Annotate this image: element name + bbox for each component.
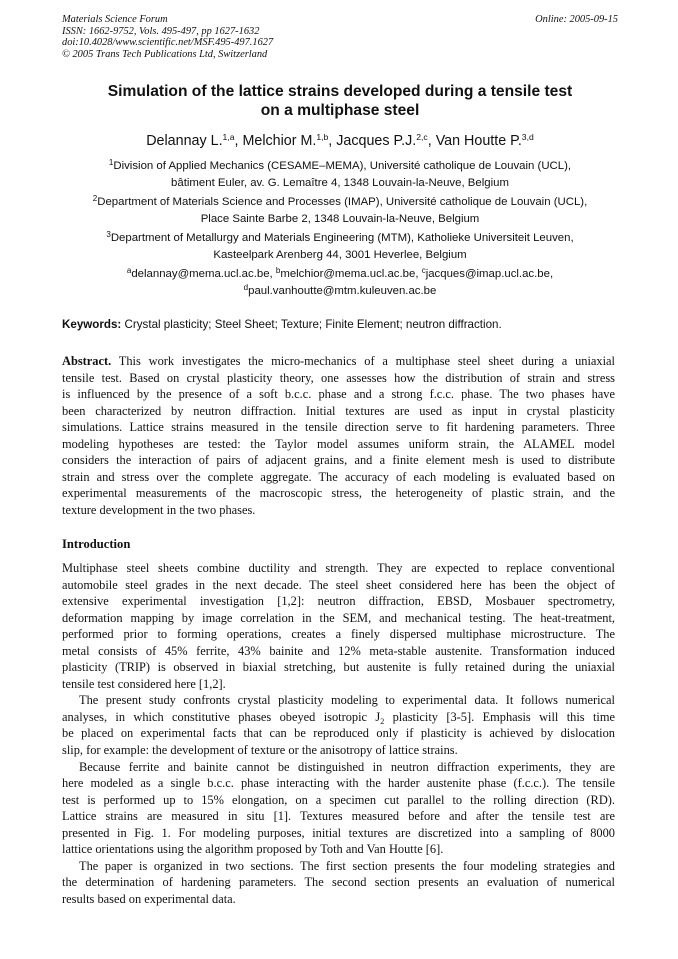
affil-line: Department of Metallurgy and Materials Engineering (MTM), Katholieke Universiteit Leuven, [110,232,574,244]
author-name: Melchior M. [242,133,317,149]
intro-line-part: analyses, in which constitutive phases obeyed isotropic J [62,709,381,724]
abstract-line: tensile test. Based on crystal plasticity theory, one assesses how the distribution of strain and stress [62,370,615,385]
keywords-text: Crystal plasticity; Steel Sheet; Texture; Finite Element; neutron diffraction. [124,318,502,331]
abstract-line: simulations. Lattice strains measured in the tensile direction serve to fit hardening parameters. Three [62,420,615,435]
intro-line-part: plasticity [3-5]. Emphasis will this time [384,709,615,724]
abstract-line: experimental measurements of the macroscopic stress, the heterogeneity of plastic strain, and the [62,486,615,501]
doi-line: doi:10.4028/www.scientific.net/MSF.495-497.1627 [62,37,274,49]
affil-mark: 1 [108,158,114,167]
abstract-line: been characterized by neutron diffraction. Initial textures are used as input in crystal plasticity [62,403,615,418]
abstract-line: texture development in the two phases. [62,502,256,517]
abstract-line: is influenced by the presence of a soft b.c.c. phase and a strong f.c.c. phase. The two phases have [62,387,615,402]
intro-line: the determination of hardening parameters. The second section presents an evaluation of numerical [62,875,615,890]
abstract-line: This work investigates the micro-mechanics of a multiphase steel sheet during a uniaxial [118,354,615,368]
intro-line: automobile steel grades in the next decade. The steel sheet considered here has been the object of [62,577,615,592]
intro-line: here modeled as a single b.c.c. phase interacting with the harder austenite phase (f.c.c.). The tensile [62,776,615,791]
affil-line: Department of Materials Science and Processes (IMAP), Université catholique de Louvain (UCL), [97,196,588,208]
journal-name: Materials Science Forum [62,14,168,25]
intro-line: The paper is organized in two sections. The first section presents the four modeling strategies and [79,858,615,873]
affiliation-2 [62,194,618,227]
subscript: 2 [380,716,385,726]
abstract-label: Abstract. [62,354,112,368]
intro-line: be placed on experimental facts that can be reproduced only if plasticity is achieved by dislocation [62,726,615,741]
abstract-line: modeling hypotheses are tested: the Taylor model assumes uniform strain, the ALAMEL model [62,436,615,451]
intro-line: lattice orientations using the algorithm proposed by Toth and Van Houtte [6]. [62,842,444,857]
intro-line: metal consists of 45% ferrite, 43% bainite and 12% meta-stable austenite. Transformation induced [62,643,615,658]
affil-mark: 2 [92,194,98,203]
abstract-line: considers the interaction of pairs of adjacent grains, and a finite element mesh is used to distribute [62,453,615,468]
author-affil-mark: 1,a [222,132,235,142]
journal-header [62,14,618,60]
title-line-1: Simulation of the lattice strains developed during a tensile test [107,83,573,100]
author-name: Jacques P.J. [336,133,417,149]
email-address: paul.vanhoutte@mtm.kuleuven.ac.be [248,284,437,297]
abstract-line: strain and stress over the complete aggregate. The accuracy of each modeling is evaluated based on [62,469,615,484]
intro-line: The present study confronts crystal plasticity modeling to experimental data. It follows numerical [79,693,615,708]
email-address: delannay@mema.ucl.ac.be, [131,268,273,280]
affil-line: Kasteelpark Arenberg 44, 3001 Heverlee, Belgium [213,248,467,261]
issn-line: ISSN: 1662-9752, Vols. 495-497, pp 1627-1632 [62,25,260,37]
email-mark: c [421,266,426,275]
affil-line: Place Sainte Barbe 2, 1348 Louvain-la-Neuve, Belgium [200,212,480,225]
email-mark: a [126,266,132,275]
intro-line: test is performed up to 15% elongation, on a specimen cut parallel to the rolling direction (RD). [62,792,615,807]
intro-line: Lattice strains are measured in situ [1]. Textures measured before and after the tensile test are [62,809,615,824]
email-list [62,266,618,299]
author-affil-mark: 1,b [316,132,329,142]
email-address: jacques@imap.ucl.ac.be, [425,268,554,280]
intro-line: plasticity (TRIP) is observed in biaxial stretching, but austenite is fully retained during the uniaxial [62,660,615,675]
email-mark: d [243,282,249,292]
keywords-label: Keywords: [62,318,122,331]
affil-line: Division of Applied Mechanics (CESAME–MEMA), Université catholique de Louvain (UCL), [113,160,572,172]
abstract [62,353,615,518]
affiliation-1 [62,158,618,191]
intro-line: deformation mapping by image correlation in the SEM, and mechanical testing. The heat-treatment, [62,610,615,625]
intro-line: Multiphase steel sheets combine ductility and strength. They are expected to replace conventional [62,561,615,575]
author-name: Van Houtte P. [435,133,522,149]
copyright-line: © 2005 Trans Tech Publications Ltd, Switzerland [62,48,268,60]
author-name: Delannay L. [146,133,223,149]
affil-line: bâtiment Euler, av. G. Lemaître 4, 1348 Louvain-la-Neuve, Belgium [171,176,509,189]
intro-line: presented in Fig. 1. For modeling purposes, initial textures are discretized into a sampling of 8000 [62,825,615,840]
affiliation-3 [62,230,618,263]
keywords [62,317,618,333]
intro-line: results based on experimental data. [62,891,236,906]
author-list: Delannay L.$^{1,a}$, Melchior M.$^{1,b}$, Jacques P.J.$^{2,c}$, Van Houtte P.$^{3,d}$ [146,132,534,149]
intro-line: slip, for example: the development of texture or the anisotropy of lattice strains. [62,743,458,758]
affil-mark: 3 [106,230,111,239]
email-address: melchior@mema.ucl.ac.be, [280,268,419,280]
intro-line: performed prior to forming operations, creates a finely dispersed multiphase microstructure. The [62,627,615,642]
intro-line: extensive experimental investigation [1,2]: neutron diffraction, EBSD, Mosbauer spectrometry, [62,594,615,609]
intro-line: tensile test considered here [1,2]. [62,676,226,691]
online-date: Online: 2005-09-15 [535,14,618,25]
author-affil-mark: 2,c [416,132,428,142]
title-line-2: on a multiphase steel [260,102,420,119]
section-heading: Introduction [62,537,131,551]
introduction-body [62,560,615,907]
paper-title [62,82,618,120]
email-mark: b [275,266,281,275]
intro-line: Because ferrite and bainite cannot be distinguished in neutron diffraction experiments, they are [79,759,615,774]
author-affil-mark: 3,d [521,132,534,142]
